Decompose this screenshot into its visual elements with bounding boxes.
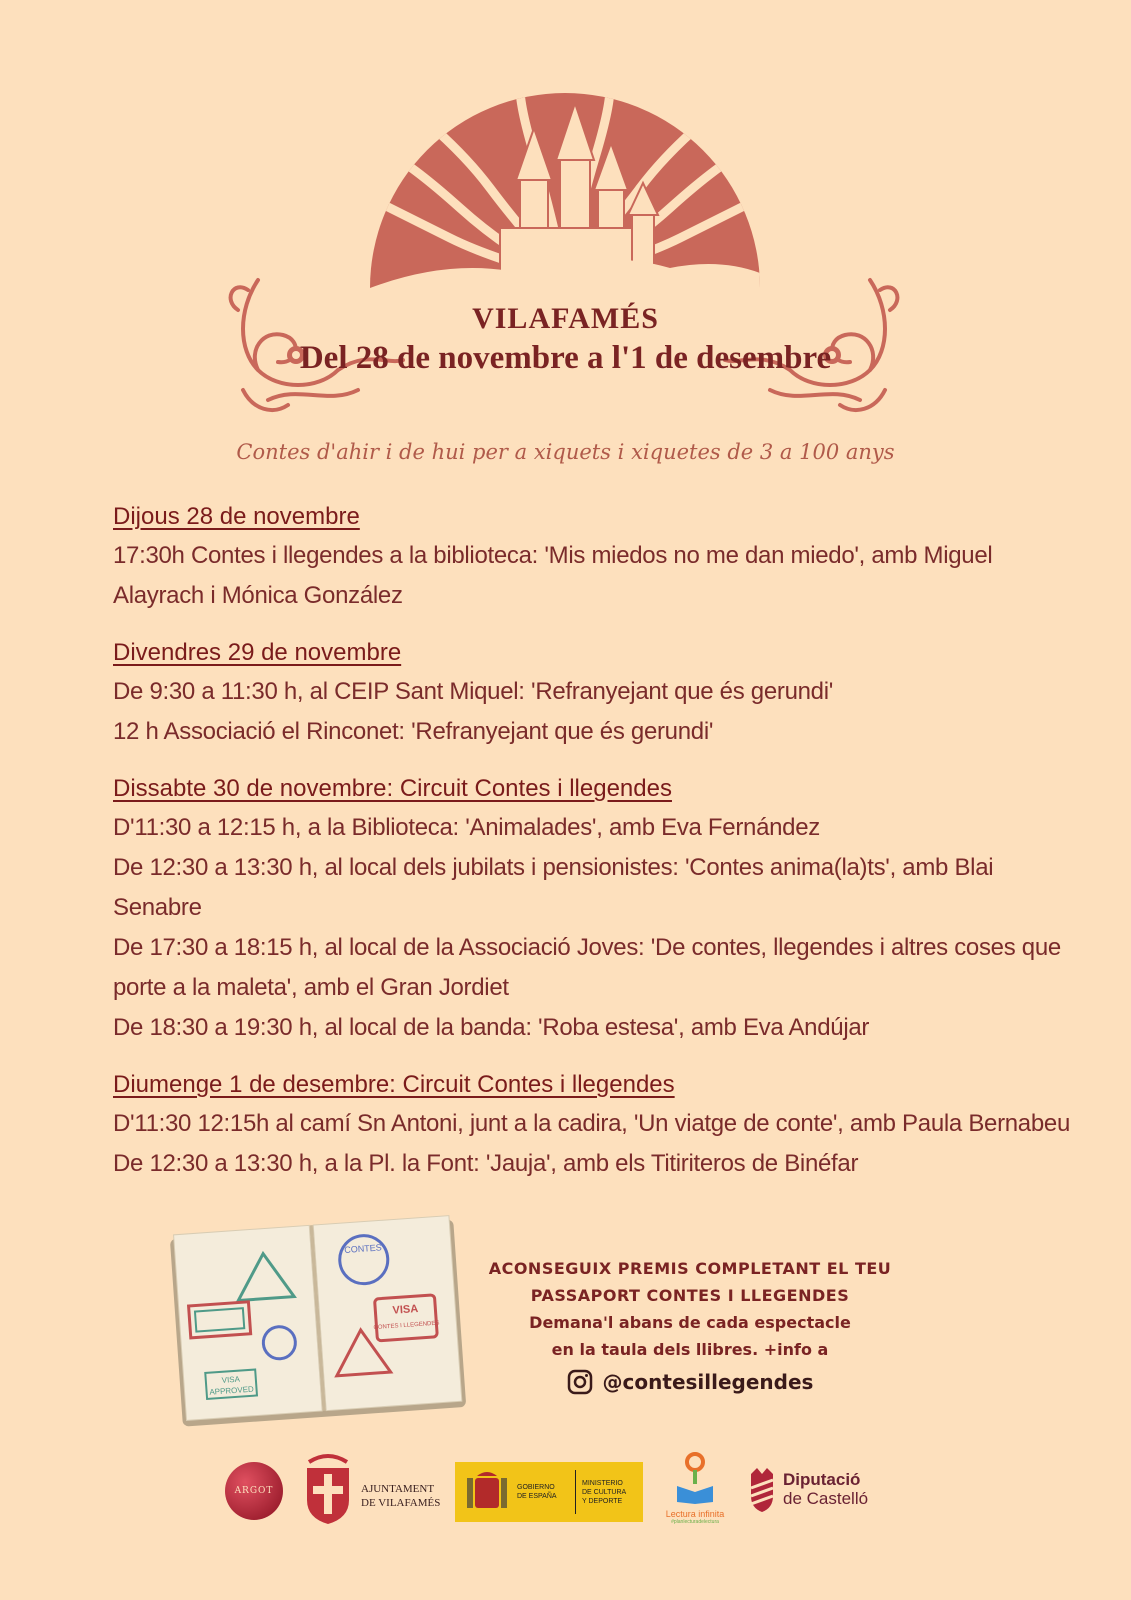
title-block bbox=[0, 302, 1131, 377]
town-name: VILAFAMÉS bbox=[472, 302, 659, 335]
tagline: Contes d'ahir i de hui per a xiquets i xiquetes de 3 a 100 anys bbox=[236, 440, 895, 464]
approved-stamp-text: VISA bbox=[221, 1374, 241, 1385]
diputacio-text bbox=[783, 1470, 868, 1508]
event-line: 17:30h Contes i llegendes a la biblioteca: 'Mis miedos no me dan miedo', amb Miguel bbox=[113, 542, 993, 569]
event-line: Alayrach i Mónica González bbox=[113, 582, 403, 609]
sponsor-logos bbox=[225, 1452, 925, 1532]
event-line: Senabre bbox=[113, 894, 202, 921]
passport-illustration bbox=[168, 1215, 468, 1430]
instagram-row[interactable] bbox=[470, 1369, 910, 1395]
lectura-text: Lectura infinita bbox=[665, 1509, 725, 1519]
event-line: D'11:30 a 12:15 h, a la Biblioteca: 'Animalades', amb Eva Fernández bbox=[113, 814, 820, 841]
event-line: D'11:30 12:15h al camí Sn Antoni, junt a la cadira, 'Un viatge de conte', amb Paula Bernabeu bbox=[113, 1110, 1070, 1137]
promo-line: Demana'l abans de cada espectacle bbox=[529, 1313, 851, 1332]
ajuntament-line: DE VILAFAMÉS bbox=[361, 1497, 441, 1509]
day-block bbox=[113, 770, 1113, 1048]
day-heading: Diumenge 1 de desembre: Circuit Contes i llegendes bbox=[113, 1071, 675, 1098]
event-line: De 18:30 a 19:30 h, al local de la banda: 'Roba estesa', amb Eva Andújar bbox=[113, 1014, 870, 1041]
ministerio-text bbox=[582, 1479, 626, 1506]
event-line: De 12:30 a 13:30 h, al local dels jubilats i pensionistes: 'Contes anima(la)ts', amb Blai bbox=[113, 854, 994, 881]
event-dates: Del 28 de novembre a l'1 de desembre bbox=[299, 340, 832, 376]
castle-illustration bbox=[370, 88, 760, 288]
ajuntament-logo-text bbox=[361, 1482, 440, 1510]
visa-stamp-text: VISA bbox=[392, 1302, 419, 1317]
day-block bbox=[113, 634, 1113, 752]
instagram-handle[interactable]: @contesillegendes bbox=[602, 1370, 814, 1394]
event-line: De 12:30 a 13:30 h, a la Pl. la Font: 'Jauja', amb els Titiriteros de Binéfar bbox=[113, 1150, 859, 1177]
approved-stamp-text: APPROVED bbox=[209, 1384, 255, 1397]
gobierno-line: GOBIERNO bbox=[517, 1484, 555, 1491]
spain-arms-icon bbox=[461, 1466, 513, 1518]
day-heading: Dijous 28 de novembre bbox=[113, 503, 360, 530]
lectura-infinita-logo bbox=[655, 1452, 735, 1525]
argot-logo-text: ARGOT bbox=[234, 1486, 274, 1496]
ministerio-line: MINISTERIO bbox=[582, 1479, 623, 1487]
contes-stamp-text: CONTES bbox=[343, 1242, 383, 1255]
passport-promo bbox=[470, 1255, 910, 1395]
promo-line: en la taula dels llibres. +info a bbox=[551, 1340, 829, 1359]
gobierno-line: DE ESPAÑA bbox=[517, 1493, 557, 1500]
gobierno-text bbox=[517, 1483, 569, 1501]
vilafames-coat-of-arms bbox=[301, 1452, 355, 1526]
promo-line: PASSAPORT CONTES I LLEGENDES bbox=[530, 1286, 850, 1305]
promo-line: ACONSEGUIX PREMIS COMPLETANT EL TEU bbox=[488, 1259, 892, 1278]
day-block bbox=[113, 498, 1113, 616]
visa-stamp-sub-text: CONTES I LLEGENDES bbox=[373, 1320, 440, 1332]
diputacio-line: Diputació bbox=[783, 1470, 861, 1489]
day-block bbox=[113, 1066, 1113, 1184]
event-line: De 9:30 a 11:30 h, al CEIP Sant Miquel: 'Refranyejant que és gerundi' bbox=[113, 678, 834, 705]
argot-logo bbox=[225, 1462, 283, 1520]
lectura-subtext: #planlecturadelectura bbox=[671, 1519, 719, 1525]
ministerio-line: DE CULTURA bbox=[582, 1488, 627, 1496]
program-schedule bbox=[113, 498, 1113, 1202]
event-line: De 17:30 a 18:15 h, al local de la Associació Joves: 'De contes, llegendes i altres coses que bbox=[113, 934, 1061, 961]
book-flower-icon bbox=[675, 1452, 715, 1504]
diputacio-emblem-icon bbox=[747, 1466, 777, 1512]
diputacio-logo bbox=[747, 1466, 868, 1512]
instagram-icon bbox=[567, 1369, 593, 1395]
event-line: porte a la maleta', amb el Gran Jordiet bbox=[113, 974, 509, 1001]
day-heading: Dissabte 30 de novembre: Circuit Contes i llegendes bbox=[113, 775, 672, 802]
ajuntament-line: AJUNTAMENT bbox=[361, 1483, 435, 1495]
event-line: 12 h Associació el Rinconet: 'Refranyejant que és gerundi' bbox=[113, 718, 714, 745]
gobierno-logo bbox=[455, 1462, 643, 1522]
diputacio-line: de Castelló bbox=[783, 1489, 869, 1508]
ministerio-line: Y DEPORTE bbox=[582, 1497, 623, 1505]
day-heading: Divendres 29 de novembre bbox=[113, 639, 402, 666]
